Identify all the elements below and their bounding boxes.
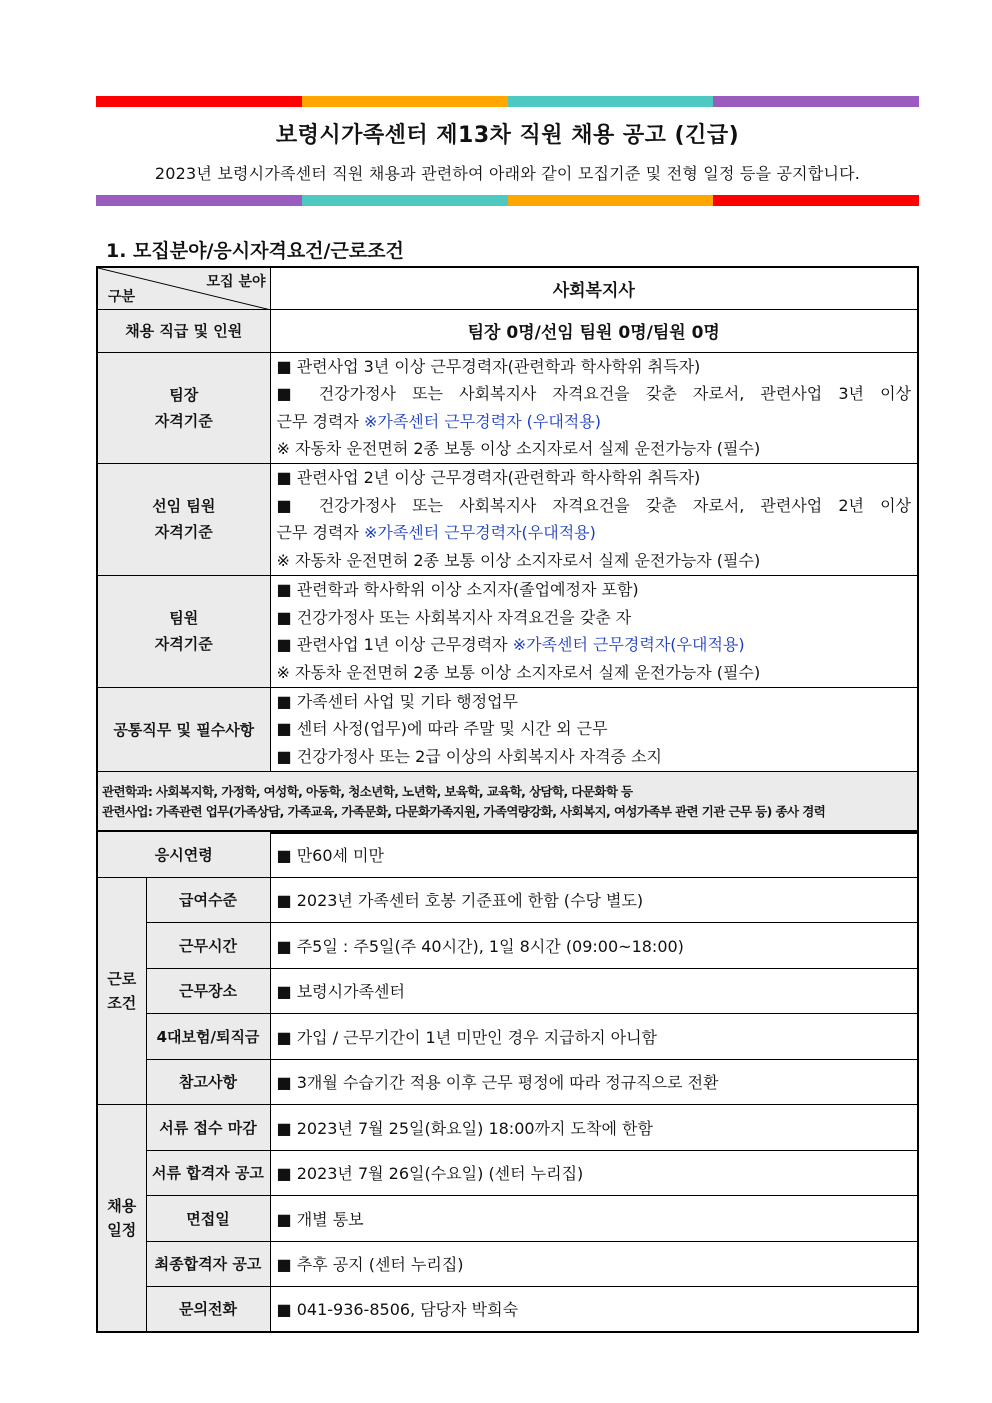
leader-label-line2: 자격기준: [154, 411, 213, 430]
bar-purple: [96, 195, 302, 206]
work-conditions-group-label: 근로 조건: [97, 877, 146, 1104]
table-row: [97, 1059, 918, 1104]
positions-label: 채용 직급 및 인원: [97, 309, 270, 352]
member-criteria: [270, 575, 918, 687]
table-row: [97, 352, 918, 463]
schedule-item-label: 면접일: [146, 1195, 270, 1241]
criteria-line: ■ 건강가정사 또는 사회복지사 자격요건을 갖춘 자로서, 관련사업 3년 이상: [276, 384, 911, 403]
leader-label-line1: 팀장: [169, 385, 199, 404]
table-row: [97, 831, 918, 877]
work-item-value: ■ 가입 / 근무기간이 1년 미만인 경우 지급하지 아니함: [270, 1013, 918, 1059]
criteria-line: ※ 자동차 운전면허 2종 보통 이상 소지자로서 실제 운전가능자 (필수): [276, 550, 761, 570]
leader-criteria: [270, 352, 918, 463]
criteria-line: ■ 관련학과 학사학위 이상 소지자(졸업예정자 포함): [276, 580, 639, 599]
table-row: [97, 968, 918, 1013]
top-color-bar: [96, 96, 919, 107]
header-field-label: 모집 분야: [206, 274, 266, 290]
preference-note: ※가족센터 근무경력자(우대적용): [363, 523, 596, 542]
diagonal-header-cell: [97, 267, 270, 309]
criteria-line: [277, 631, 912, 659]
member-label-line2: 자격기준: [154, 635, 213, 653]
duty-line: ■ 가족센터 사업 및 기타 행정업무: [276, 691, 518, 711]
schedule-item-label: 서류 접수 마감: [146, 1104, 270, 1150]
table-row: [97, 687, 918, 771]
table-row: [97, 1286, 918, 1332]
table-row: [97, 771, 918, 833]
field-name: 사회복지사: [270, 267, 918, 309]
work-item-value: ■ 2023년 가족센터 호봉 기준표에 한함 (수당 별도): [270, 877, 918, 922]
table-row: [97, 1013, 918, 1059]
section-title: 1. 모집분야/응시자격요건/근로조건: [106, 240, 404, 262]
work-item-value: ■ 3개월 수습기간 적용 이후 근무 평정에 따라 정규직으로 전환: [270, 1059, 918, 1104]
bar-purple: [713, 96, 919, 107]
work-item-value: ■ 보령시가족센터: [270, 968, 918, 1013]
senior-label-line2: 자격기준: [154, 523, 213, 541]
criteria-text: 근무 경력자: [276, 523, 364, 542]
work-item-label: 4대보험/퇴직금: [146, 1013, 270, 1059]
duty-line: ■ 건강가정사 또는 2급 이상의 사회복지사 자격증 소지: [276, 746, 662, 766]
criteria-text: ■ 관련사업 1년 이상 근무경력자: [276, 635, 513, 654]
bar-red: [96, 96, 302, 107]
criteria-line: ■ 건강가정사 또는 사회복지사 자격요건을 갖춘 자: [276, 607, 632, 627]
bar-teal: [302, 195, 508, 206]
schedule-item-value: ■ 2023년 7월 26일(수요일) (센터 누리집): [270, 1150, 918, 1195]
bar-teal: [508, 96, 714, 107]
schedule-item-value: ■ 2023년 7월 25일(화요일) 18:00까지 도착에 한함: [270, 1104, 918, 1150]
age-label: 응시연령: [97, 831, 270, 877]
common-label: 공통직무 및 필수사항: [97, 687, 270, 771]
criteria-text: 근무 경력자: [276, 411, 364, 431]
table-row: [97, 309, 918, 352]
header-category-label: 구분: [108, 288, 136, 305]
criteria-line: ■ 관련사업 3년 이상 근무경력자(관련학과 학사학위 취득자): [276, 356, 701, 376]
criteria-line: [277, 408, 912, 436]
member-label: [97, 575, 270, 687]
page-subtitle: 2023년 보령시가족센터 직원 채용과 관련하여 아래와 같이 모집기준 및 전형 일정 등을 공지합니다.: [154, 164, 861, 183]
table-row: [97, 1150, 918, 1195]
table-row: [97, 1195, 918, 1241]
schedule-item-value: ■ 추후 공지 (센터 누리집): [270, 1241, 918, 1286]
criteria-line: [277, 519, 912, 547]
table-row: [97, 877, 918, 922]
duty-line: ■ 센터 사정(업무)에 따라 주말 및 시간 외 근무: [276, 719, 608, 739]
table-row: [97, 463, 918, 575]
bar-orange: [508, 195, 714, 206]
senior-label-line1: 선임 팀원: [152, 497, 216, 515]
senior-criteria: [270, 463, 918, 575]
table-row: [97, 1104, 918, 1150]
criteria-line: ※ 자동차 운전면허 2종 보통 이상 소지자로서 실제 운전가능자 (필수): [276, 662, 761, 682]
criteria-line: ■ 건강가정사 또는 사회복지사 자격요건을 갖춘 자로서, 관련사업 2년 이상: [276, 495, 911, 515]
schedule-item-label: 서류 합격자 공고: [146, 1150, 270, 1195]
related-work-note: 관련사업: 가족관련 업무(가족상담, 가족교육, 가족문화, 다문화가족지원, 가족역량강화, 사회복지, 여성가족부 관련 기관 근무 등) 종사 경력: [102, 803, 826, 819]
bar-orange: [302, 96, 508, 107]
member-label-line1: 팀원: [169, 609, 199, 627]
table-row: [97, 922, 918, 968]
schedule-item-label: 문의전화: [146, 1286, 270, 1332]
age-value: ■ 만60세 미만: [270, 831, 918, 877]
work-item-label: 근무시간: [146, 922, 270, 968]
common-duties: [270, 687, 918, 771]
criteria-line: ※ 자동차 운전면허 2종 보통 이상 소지자로서 실제 운전가능자 (필수): [276, 439, 761, 458]
notes-cell: [97, 771, 918, 833]
conditions-table: [96, 830, 919, 1333]
contact-phone-value: ■ 041-936-8506, 담당자 박희숙: [270, 1286, 918, 1332]
work-item-label: 근무장소: [146, 968, 270, 1013]
leader-label: [97, 352, 270, 463]
table-row: [97, 575, 918, 687]
table-row: [97, 267, 918, 309]
schedule-group-label: 채용 일정: [97, 1104, 146, 1332]
work-item-value: ■ 주5일 : 주5일(주 40시간), 1일 8시간 (09:00~18:00): [270, 922, 918, 968]
table-row: [97, 1241, 918, 1286]
preference-note: ※가족센터 근무경력자(우대적용): [512, 635, 745, 654]
work-item-label: 참고사항: [146, 1059, 270, 1104]
related-majors-note: 관련학과: 사회복지학, 가정학, 여성학, 아동학, 청소년학, 노년학, 보육학, 교육학, 상담학, 다문화학 등: [102, 783, 633, 799]
work-item-label: 급여수준: [146, 877, 270, 922]
schedule-item-value: ■ 개별 통보: [270, 1195, 918, 1241]
criteria-line: ■ 관련사업 2년 이상 근무경력자(관련학과 학사학위 취득자): [276, 468, 701, 487]
schedule-item-label: 최종합격자 공고: [146, 1241, 270, 1286]
positions-value: 팀장 0명/선임 팀원 0명/팀원 0명: [270, 309, 918, 352]
page-title: 보령시가족센터 제13차 직원 채용 공고 (긴급): [275, 123, 740, 148]
bottom-color-bar: [96, 195, 919, 206]
qualification-table: [96, 266, 919, 834]
senior-label: [97, 463, 270, 575]
preference-note: ※가족센터 근무경력자 (우대적용): [363, 411, 601, 431]
bar-red: [713, 195, 919, 206]
